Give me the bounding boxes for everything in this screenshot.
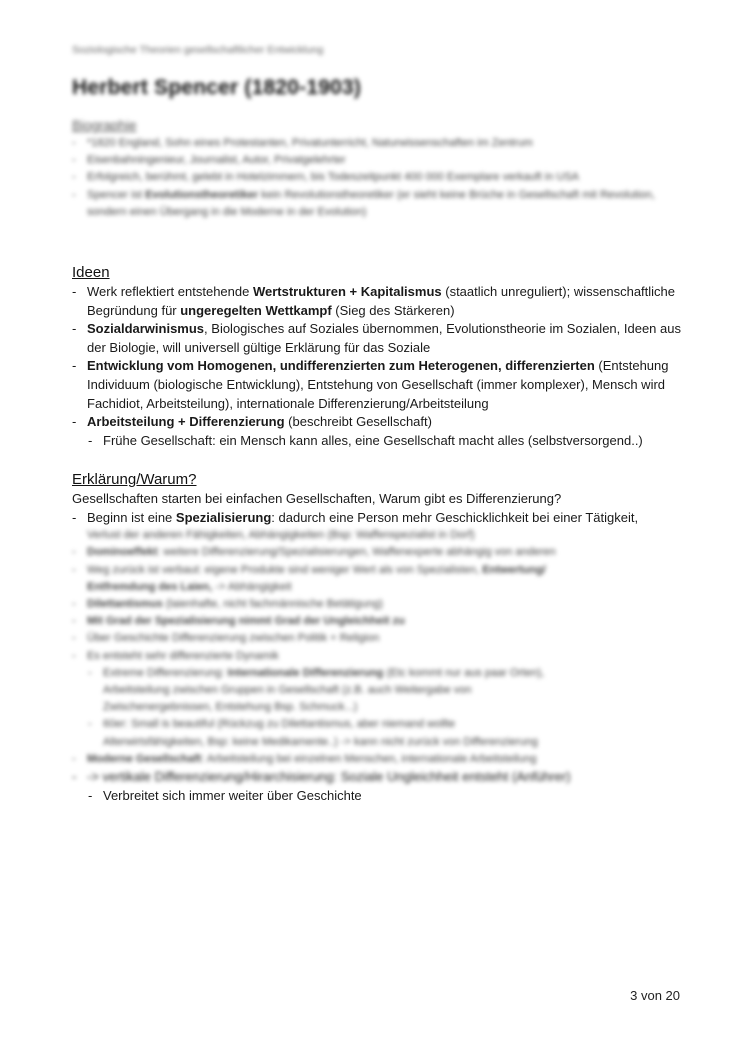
- list-item: Entfremdung des Laien, -> Abhängigkeit: [87, 580, 292, 593]
- bold-text: Internationale Differenzierung: [227, 666, 384, 679]
- erklaerung-last-list: [72, 787, 692, 806]
- list-item: - *1820 England, Sohn eines Protestanten, Privatunterricht, Naturwissenschaften im Zentrum: [72, 135, 692, 152]
- section-heading-biographie: Biographie: [72, 118, 137, 133]
- list-item: - Spencer ist Evolutionstheoretiker kein Revolutionstheoretiker (er sieht keine Brüche in Gesellschaft mit Revolution, sondern einen Übergang in die Moderne in der Evolution): [72, 187, 692, 221]
- list-item: Arbeitsteilung zwischen Gruppen in Gesellschaft (z.B. auch Weitergabe von: [103, 684, 472, 697]
- list-item: - Weg zurück ist verbaut: eigene Produkte sind weniger Wert als von Spezialisten, Entwertung/: [72, 562, 692, 579]
- list-item: - -> vertikale Differenzierung/Hirarchisierung: Soziale Ungleichheit entsteht (Anführer): [72, 768, 692, 787]
- page-title: Herbert Spencer (1820-1903): [72, 76, 362, 99]
- section-heading-ideen: Ideen: [72, 264, 110, 281]
- running-header: Soziologische Theorien gesellschaftlicher Entwicklung: [72, 44, 324, 56]
- bold-text: Entwicklung vom Homogenen, undifferenzierten zum Heterogenen, differenzierten: [87, 358, 595, 374]
- erklaerung-last-list-semi: [72, 768, 692, 787]
- list-item: - Dilettantismus (laienhafte, nicht fachmännische Betätigung): [72, 596, 692, 613]
- section-heading-erklaerung: Erklärung/Warum?: [72, 471, 197, 488]
- list-item: Alterwirtsfähigkeiten, Bsp: keine Medikamente..) -> kann nicht zurück von Differenzierung: [103, 735, 538, 748]
- bold-text: Wertstrukturen + Kapitalismus: [252, 284, 442, 299]
- list-item: [72, 613, 692, 630]
- list-item: - Entwicklung vom Homogenen, undifferenzierten zum Heterogenen, differenzierten (Entstehung Individuum (biologische Entwicklung), Entstehung von Gesellschaft (immer komplexer), Mensch wird Fachidiot, Arbeitsteilung), internationale Differenzierung/Arbeitsteilung: [72, 357, 692, 413]
- section-ideen: [72, 264, 692, 450]
- bold-text: Evolutionstheoretiker: [145, 188, 259, 201]
- biographie-list: [72, 135, 692, 221]
- list-item: - Sozialdarwinismus, Biologisches auf Soziales übernommen, Evolutionstheorie im Sozialen, Ideen aus der Biologie, will universell gültige Erklärung für das Soziale: [72, 320, 692, 357]
- bold-text: ungeregelten Wettkampf: [180, 302, 332, 318]
- list-item: - Verbreitet sich immer weiter über Geschichte: [88, 787, 692, 806]
- list-item: Verlust der anderen Fähigkeiten, Abhängigkeiten (Bsp: Waffenspezialist in Dorf): [87, 529, 475, 542]
- list-item: - Eisenbahningenieur, Journalist, Autor, Privatgelehrter: [72, 152, 692, 169]
- bold-text: Entwertung/: [482, 563, 546, 576]
- bold-text: Entfremdung des Laien,: [87, 580, 213, 593]
- erklaerung-blurred-list: [72, 527, 692, 768]
- list-item: - Werk reflektiert entstehende Wertstrukturen + Kapitalismus (staatlich unreguliert); wissenschaftliche Begründung für ungeregelten Wettkampf (Sieg des Stärkeren): [72, 283, 692, 320]
- erklaerung-first-list: [72, 509, 692, 528]
- ideen-list: [72, 283, 692, 450]
- bold-text: Sozialdarwinismus: [87, 321, 205, 337]
- list-item: - Über Geschichte Differenzierung zwischen Politik + Religion: [72, 630, 692, 647]
- list-item: - Arbeitsteilung + Differenzierung (beschreibt Gesellschaft): [72, 413, 692, 432]
- list-item: - Es entsteht sehr differenzierte Dynamik: [72, 648, 692, 665]
- list-item: - Beginn ist eine Spezialisierung: dadurch eine Person mehr Geschicklichkeit bei einer Tätigkeit,: [72, 509, 692, 528]
- list-item: Zwischenergebnissen, Entstehung Bsp. Schmuck...): [103, 701, 358, 714]
- section-biographie: [72, 118, 692, 221]
- bold-text: Moderne Gesellschaft: [87, 752, 202, 765]
- bold-text: Dilettantismus: [87, 598, 163, 610]
- page-number: 3 von 20: [630, 988, 680, 1003]
- bold-text: Arbeitsteilung + Differenzierung: [87, 414, 285, 430]
- list-item: - Extreme Differenzierung: Internationale Differenzierung (Etc kommt nur aus paar Orten),: [88, 665, 692, 682]
- list-item: - Moderne Gesellschaft: Arbeitsteilung bei einzelnen Menschen, internationale Arbeitsteilung: [72, 751, 692, 768]
- list-item: - Erfolgreich, berühmt, gelebt in Hotelzimmern, bis Todeszeitpunkt 400 000 Exemplare verkauft in USA: [72, 169, 692, 186]
- section-erklaerung: [72, 471, 692, 805]
- list-item: - Frühe Gesellschaft: ein Mensch kann alles, eine Gesellschaft macht alles (selbstversorgend..): [88, 432, 692, 451]
- bold-text: Spezialisierung: [175, 509, 272, 525]
- list-item: - 60er: Small is beautiful (Rückzug zu Dilettantismus, aber niemand wollte: [88, 716, 692, 733]
- erklaerung-intro: Gesellschaften starten bei einfachen Gesellschaften, Warum gibt es Differenzierung?: [72, 491, 562, 506]
- list-item: - Dominoeffekt: weitere Differenzierung/Spezialisierungen, Waffenexperte abhängig von anderen: [72, 544, 692, 561]
- bold-text: Mit Grad der Spezialisierung nimmt Grad der Ungleichheit zu: [87, 615, 405, 628]
- bold-text: Dominoeffekt: [87, 546, 158, 559]
